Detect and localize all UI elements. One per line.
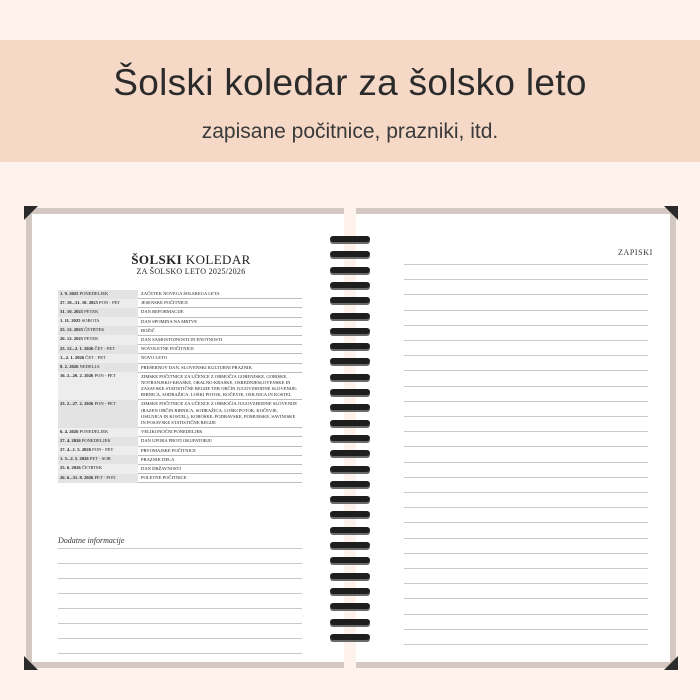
calendar-description: ZIMSKE POČITNICE ZA UČENCE Z OBMOČJA JUGOVZHODNE SLOVENIJE (RAZEN OBČIN RIBNICA, SODRAŽICA, LOŠKI POTOK, KOČEVJE, OSILNICA IN KOSTEL), KOROŠKE, PODRAVSKE, POMURSKE, SAVINJSKE IN POSAVSKE STATISTIČNE REGIJE bbox=[138, 400, 302, 428]
ruled-line bbox=[404, 370, 648, 371]
calendar-day: PONEDELJEK bbox=[81, 437, 111, 443]
ruled-line bbox=[404, 492, 648, 493]
calendar-date bbox=[58, 437, 138, 446]
spiral-ring bbox=[330, 282, 370, 288]
spiral-ring bbox=[330, 358, 370, 364]
left-page bbox=[26, 208, 344, 668]
ruled-line bbox=[404, 644, 648, 645]
calendar-row bbox=[58, 464, 302, 473]
ruled-line bbox=[404, 614, 648, 615]
calendar-date-value: 6. 4. 2026 bbox=[60, 428, 80, 434]
calendar-description: PREŠERNOV DAN, SLOVENSKI KULTURNI PRAZNIK bbox=[138, 363, 302, 372]
calendar-date bbox=[58, 428, 138, 437]
right-page bbox=[356, 208, 676, 668]
calendar-title-bold: ŠOLSKI bbox=[131, 252, 183, 267]
corner-protector bbox=[664, 206, 678, 220]
calendar-description: ZAČETEK NOVEGA ŠOLSKEGA LETA bbox=[138, 290, 302, 299]
ruled-line bbox=[404, 598, 648, 599]
calendar-day: PET - SOB bbox=[89, 456, 111, 462]
spiral-ring bbox=[330, 603, 370, 609]
calendar-row bbox=[58, 455, 302, 464]
spiral-ring bbox=[330, 588, 370, 594]
calendar-day: PON - PET bbox=[94, 373, 116, 379]
calendar-description: DAN SAMOSTOJNOSTI IN ENOTNOSTI bbox=[138, 335, 302, 344]
calendar-date-value: 25. 6. 2026 bbox=[60, 465, 82, 471]
spiral-ring bbox=[330, 404, 370, 410]
spiral-ring bbox=[330, 511, 370, 517]
calendar-row bbox=[58, 335, 302, 344]
ruled-line bbox=[404, 279, 648, 280]
calendar-date bbox=[58, 363, 138, 372]
ruled-line bbox=[404, 568, 648, 569]
note-line bbox=[58, 563, 302, 564]
banner-title: Šolski koledar za šolsko leto bbox=[113, 62, 587, 103]
calendar-day: ČET - PET bbox=[85, 354, 106, 360]
ruled-line bbox=[404, 538, 648, 539]
calendar-description: DAN DRŽAVNOSTI bbox=[138, 464, 302, 473]
calendar-date-value: 1.–2. 1. 2026 bbox=[60, 354, 86, 360]
spiral-ring bbox=[330, 435, 370, 441]
spiral-ring bbox=[330, 557, 370, 563]
calendar-date-value: 26. 6.–31. 8. 2026 bbox=[60, 474, 95, 480]
corner-protector bbox=[24, 656, 38, 670]
calendar-row bbox=[58, 308, 302, 317]
spiral-ring bbox=[330, 573, 370, 579]
calendar-day: PET - PON bbox=[94, 474, 116, 480]
calendar-date bbox=[58, 299, 138, 308]
calendar-row bbox=[58, 317, 302, 326]
ruled-line bbox=[404, 310, 648, 311]
calendar-day: NEDELJA bbox=[79, 364, 100, 369]
ruled-line bbox=[404, 462, 648, 463]
calendar-day: PONEDELJEK bbox=[79, 291, 109, 296]
calendar-date bbox=[58, 354, 138, 363]
calendar-day: ČET - PET bbox=[94, 345, 116, 351]
calendar-date bbox=[58, 474, 138, 483]
ruled-line bbox=[404, 507, 648, 508]
calendar-description: DAN SPOMINA NA MRTVE bbox=[138, 317, 302, 326]
calendar-description: ZIMSKE POČITNICE ZA UČENCE Z OBMOČJA GORENJSKE, GORIŠKE, NOTRANJSKO-KRAŠKE, OBALNO-KRAŠKE, OSREDNJESLOVENSKE IN ZASAVSKE STATISTIČNE REGIJE TER OBČIN JUGOVZHODNE SLOVENIJE: RIBNICA, SODRAŽICA, LOŠKI POTOK, KOČEVJE, OSILNICA IN KOSTEL bbox=[138, 372, 302, 400]
calendar-row bbox=[58, 400, 302, 428]
ruled-line bbox=[404, 355, 648, 356]
calendar-date-value: 31. 10. 2025 bbox=[60, 308, 85, 314]
calendar-description: DAN UPORA PROTI OKUPATORJU bbox=[138, 437, 302, 446]
calendar-date-value: 23. 2.–27. 2. 2026 bbox=[60, 400, 95, 406]
ruled-line bbox=[404, 264, 648, 265]
calendar-date-value: 16. 2.–20. 2. 2026 bbox=[60, 373, 95, 379]
calendar-description: NOVO LETO bbox=[138, 354, 302, 363]
calendar-date bbox=[58, 335, 138, 344]
calendar-row bbox=[58, 474, 302, 483]
calendar-date bbox=[58, 464, 138, 473]
header-banner bbox=[0, 40, 700, 162]
calendar-date-value: 27. 10.–31. 10. 2025 bbox=[60, 299, 100, 305]
calendar-day: SOBOTA bbox=[81, 318, 100, 324]
spiral-ring bbox=[330, 297, 370, 303]
spiral-ring bbox=[330, 634, 370, 640]
ruled-line bbox=[404, 522, 648, 523]
calendar-date bbox=[58, 446, 138, 455]
spiral-ring bbox=[330, 374, 370, 380]
calendar-row bbox=[58, 299, 302, 308]
notes-label: Dodatne informacije bbox=[58, 536, 125, 545]
calendar-date-value: 26. 12. 2025 bbox=[60, 336, 85, 342]
calendar-description: NOVOLETNE POČITNICE bbox=[138, 345, 302, 354]
calendar-title-rest: KOLEDAR bbox=[182, 252, 251, 267]
spiral-ring bbox=[330, 527, 370, 533]
ruled-line bbox=[404, 340, 648, 341]
calendar-day: PETEK bbox=[84, 308, 99, 314]
note-line bbox=[58, 608, 302, 609]
ruled-line bbox=[404, 446, 648, 447]
calendar-day: PONEDELJEK bbox=[79, 428, 109, 434]
calendar-date-value: 25. 12.–2. 1. 2026 bbox=[60, 345, 95, 351]
calendar-description: BOŽIČ bbox=[138, 326, 302, 335]
note-line bbox=[58, 593, 302, 594]
ruled-line bbox=[404, 294, 648, 295]
spiral-ring bbox=[330, 236, 370, 242]
calendar-date bbox=[58, 290, 138, 299]
calendar-date bbox=[58, 345, 138, 354]
calendar-row bbox=[58, 326, 302, 335]
ruled-line bbox=[404, 553, 648, 554]
spiral-ring bbox=[330, 619, 370, 625]
calendar-subtitle: ZA ŠOLSKO LETO 2025/2026 bbox=[136, 267, 246, 276]
calendar-date-value: 1. 11. 2025 bbox=[60, 318, 82, 324]
calendar-day: ČETRTEK bbox=[81, 465, 103, 471]
spiral-ring bbox=[330, 481, 370, 487]
calendar-description: POLETNE POČITNICE bbox=[138, 474, 302, 483]
spiral-ring bbox=[330, 328, 370, 334]
calendar-date-value: 8. 2. 2026 bbox=[60, 364, 80, 369]
calendar-description: VELIKONOČNI PONEDELJEK bbox=[138, 428, 302, 437]
calendar-day: PON - PET bbox=[92, 447, 114, 453]
calendar-date bbox=[58, 372, 138, 400]
calendar-row bbox=[58, 437, 302, 446]
calendar-title bbox=[32, 252, 350, 268]
spiral-ring bbox=[330, 466, 370, 472]
banner-subtitle: zapisane počitnice, prazniki, itd. bbox=[201, 120, 499, 143]
calendar-date bbox=[58, 455, 138, 464]
calendar-date-value: 27. 4.–1. 5. 2026 bbox=[60, 447, 93, 453]
corner-protector bbox=[664, 656, 678, 670]
ruled-line bbox=[404, 401, 648, 402]
calendar-description: JESENSKE POČITNICE bbox=[138, 299, 302, 308]
calendar-row bbox=[58, 354, 302, 363]
spiral-ring bbox=[330, 313, 370, 319]
ruled-line bbox=[404, 416, 648, 417]
calendar-description: PRVOMAJSKE POČITNICE bbox=[138, 446, 302, 455]
calendar-description: PRAZNIK DELA bbox=[138, 455, 302, 464]
calendar-row bbox=[58, 428, 302, 437]
ruled-line bbox=[404, 431, 648, 432]
notes-heading: ZAPISKI bbox=[618, 248, 653, 257]
calendar-date-value: 1. 5.–2. 5. 2026 bbox=[60, 456, 90, 462]
calendar-date-value: 1. 9. 2025 bbox=[60, 291, 80, 296]
calendar-table bbox=[58, 290, 302, 483]
calendar-date bbox=[58, 317, 138, 326]
spiral-ring bbox=[330, 542, 370, 548]
calendar-row bbox=[58, 372, 302, 400]
calendar-day: PETEK bbox=[84, 336, 99, 342]
corner-protector bbox=[24, 206, 38, 220]
calendar-row bbox=[58, 446, 302, 455]
ruled-line bbox=[404, 629, 648, 630]
ruled-line bbox=[404, 386, 648, 387]
note-line bbox=[58, 653, 302, 654]
calendar-day: PON - PET bbox=[94, 400, 116, 406]
ruled-line bbox=[404, 325, 648, 326]
calendar-day: ČETRTEK bbox=[84, 327, 105, 333]
calendar-row bbox=[58, 345, 302, 354]
note-line bbox=[58, 638, 302, 639]
note-line bbox=[58, 578, 302, 579]
ruled-line bbox=[404, 583, 648, 584]
calendar-date bbox=[58, 326, 138, 335]
spiral-ring bbox=[330, 343, 370, 349]
spiral-ring bbox=[330, 267, 370, 273]
calendar-day: PON - PET bbox=[99, 299, 121, 305]
spiral-ring bbox=[330, 389, 370, 395]
note-line bbox=[58, 623, 302, 624]
spiral-ring bbox=[330, 251, 370, 257]
calendar-row bbox=[58, 363, 302, 372]
calendar-date-value: 25. 12. 2025 bbox=[60, 327, 85, 333]
spiral-ring bbox=[330, 496, 370, 502]
spiral-ring bbox=[330, 450, 370, 456]
calendar-row bbox=[58, 290, 302, 299]
ruled-line bbox=[404, 477, 648, 478]
calendar-description: DAN REFORMACIJE bbox=[138, 308, 302, 317]
spiral-ring bbox=[330, 420, 370, 426]
calendar-date bbox=[58, 400, 138, 428]
calendar-date-value: 27. 4. 2026 bbox=[60, 437, 82, 443]
note-line bbox=[58, 548, 302, 549]
calendar-date bbox=[58, 308, 138, 317]
